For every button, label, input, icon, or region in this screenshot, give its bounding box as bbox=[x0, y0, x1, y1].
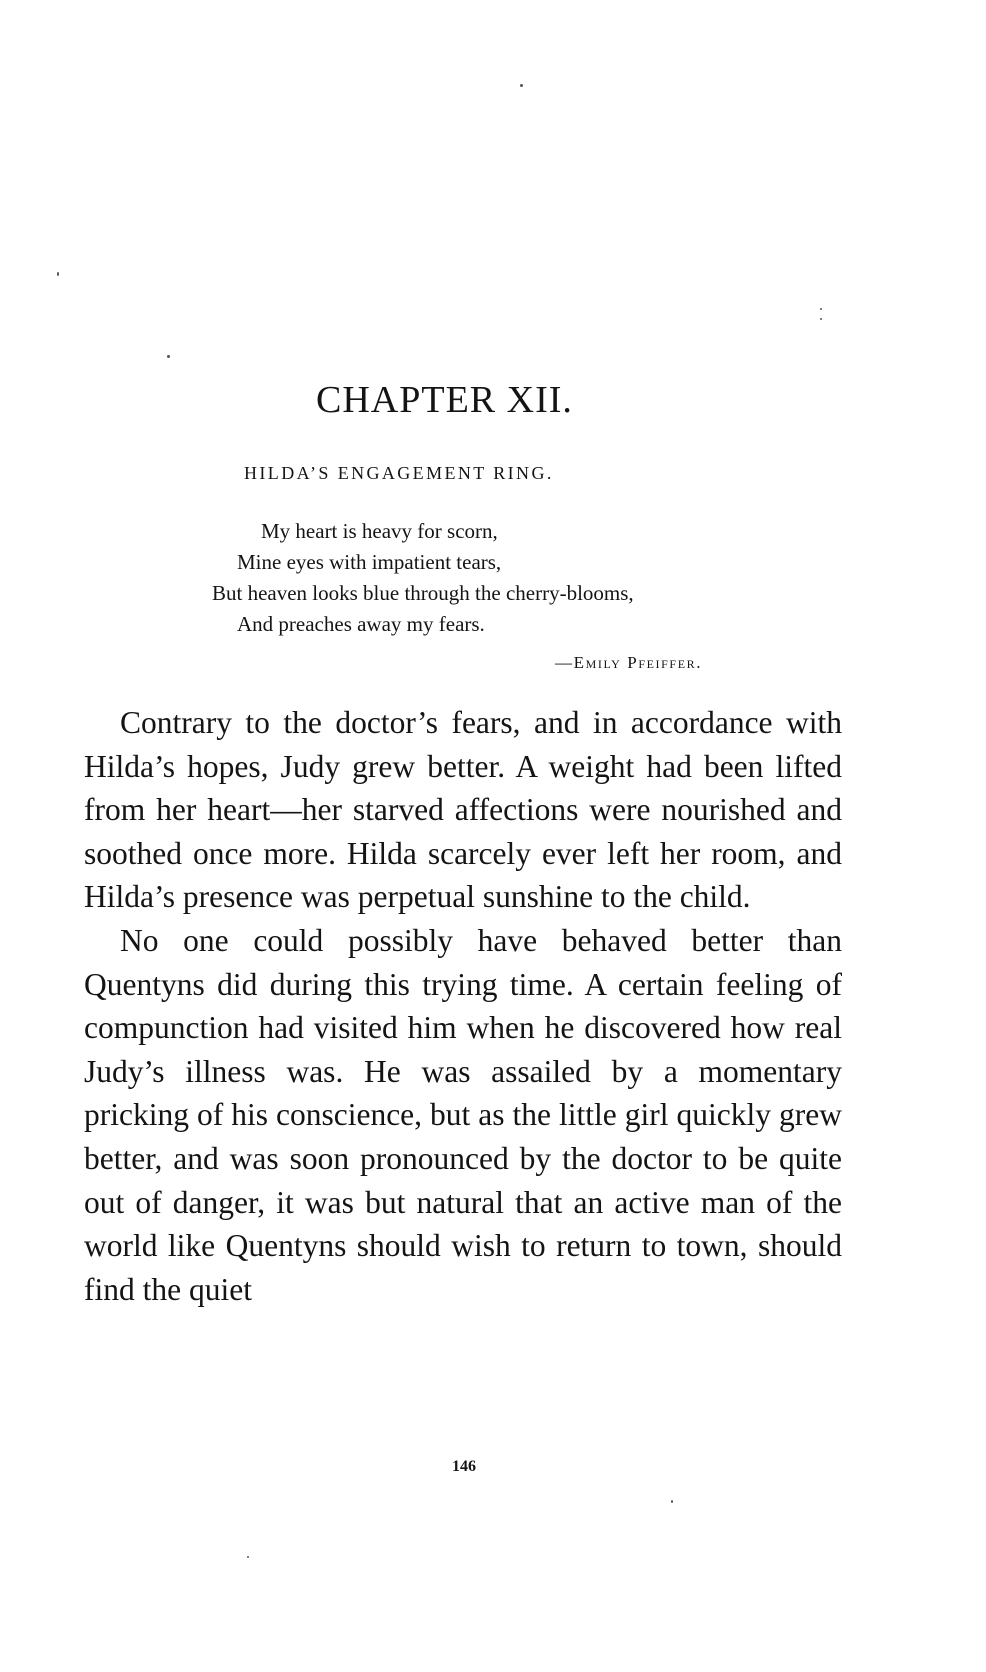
attribution-text: —Emily Pfeiffer. bbox=[555, 653, 703, 672]
print-speck bbox=[57, 272, 59, 276]
print-speck bbox=[820, 318, 822, 320]
paragraph: No one could possibly have behaved better than Quentyns did during this trying time. A certain feeling of compunction had visited him when he discovered how real Judy’s illness was. He was assailed by a momentary pricking of his conscience, but as the little girl quickly grew better, and was soon pronounced by the doctor to be quite out of danger, it was but natural that an active man of the world like Quentyns should wish to return to town, should find the quiet bbox=[84, 922, 842, 1307]
page-number: 146 bbox=[452, 1458, 476, 1475]
print-speck bbox=[820, 308, 822, 310]
print-speck bbox=[671, 1500, 673, 1503]
epigraph-line: But heaven looks blue through the cherry-blooms, bbox=[212, 581, 634, 605]
epigraph-line: And preaches away my fears. bbox=[237, 612, 485, 636]
paragraph: Contrary to the doctor’s fears, and in accordance with Hilda’s hopes, Judy grew better. A weight had been lifted from her heart—her starved affections were nourished and soothed once more. Hilda scarcely ever left her room, and Hilda’s presence was perpetual sunshine to the child. bbox=[84, 705, 842, 915]
epigraph-line: Mine eyes with impatient tears, bbox=[237, 550, 502, 574]
print-speck bbox=[520, 84, 523, 87]
chapter-subtitle: HILDA’S ENGAGEMENT RING. bbox=[244, 463, 554, 483]
epigraph-attribution bbox=[555, 653, 702, 673]
print-speck bbox=[247, 1556, 249, 1558]
print-speck bbox=[167, 355, 170, 358]
epigraph-line: My heart is heavy for scorn, bbox=[261, 519, 498, 543]
chapter-title: CHAPTER XII. bbox=[316, 379, 573, 421]
body-text bbox=[84, 701, 842, 1311]
